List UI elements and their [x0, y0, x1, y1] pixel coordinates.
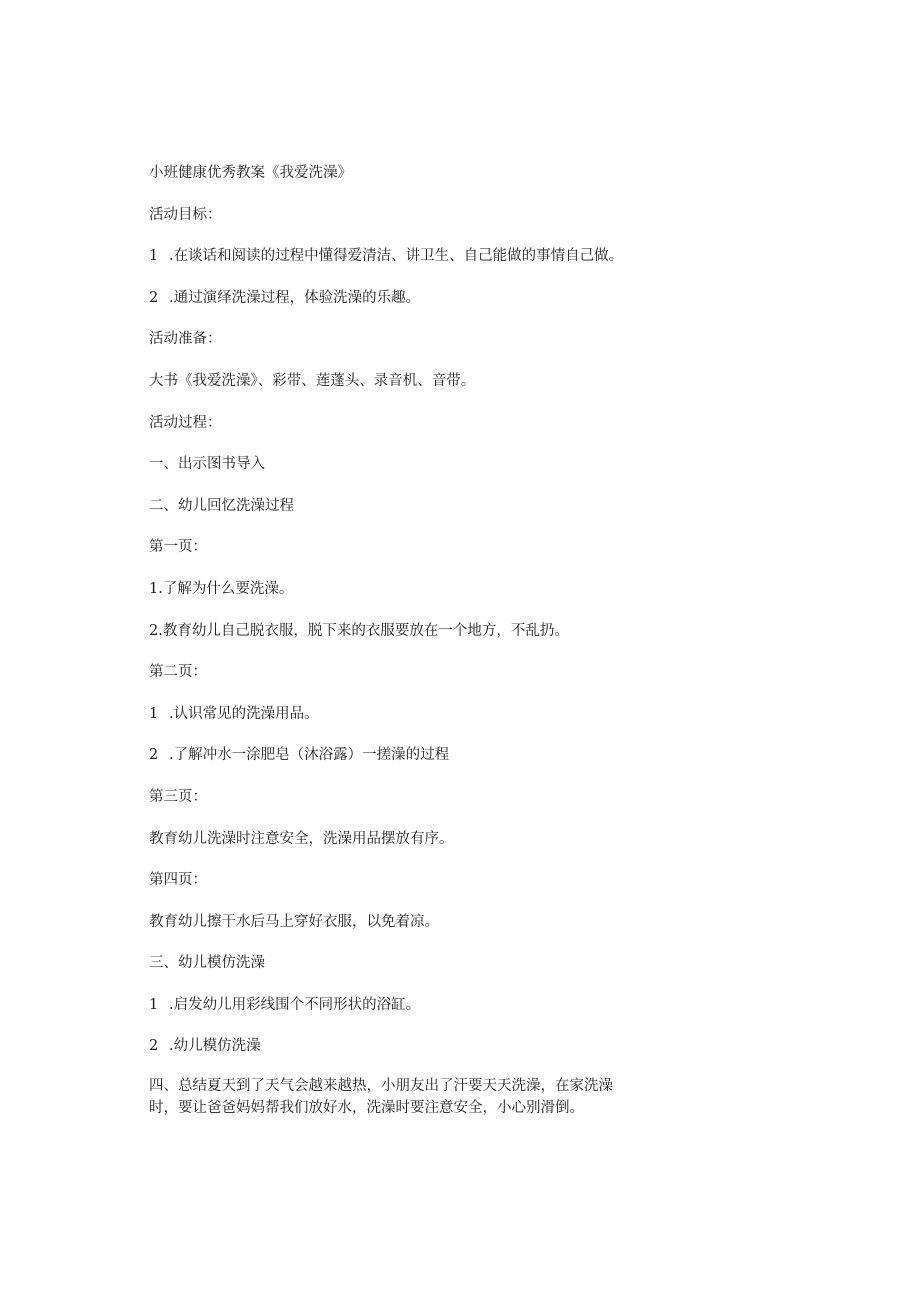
page-2-item-2-number: 2 [149, 747, 159, 764]
process-heading: 活动过程： [149, 414, 222, 431]
goals-heading: 活动目标： [149, 206, 222, 223]
page-2-item-1 [149, 701, 669, 727]
page-3-heading: 第三页： [149, 788, 207, 805]
page-1-item-2: 2.教育幼儿自己脱衣服，脱下来的衣服要放在一个地方，不乱扔。 [149, 622, 569, 639]
step-3-item-2-text: .幼儿模仿洗澡 [169, 1038, 261, 1055]
goal-item-2 [149, 285, 669, 311]
goal-item-2-number: 2 [149, 289, 159, 306]
page-4-heading: 第四页： [149, 872, 207, 889]
page-3-text: 教育幼儿洗澡时注意安全，洗澡用品摆放有序。 [149, 830, 454, 847]
step-4-line-2: 时，要让爸爸妈妈帮我们放好水，洗澡时要注意安全，小心别滑倒。 [149, 1100, 584, 1117]
step-3-item-2-number: 2 [149, 1038, 159, 1055]
step-3-item-2 [149, 1033, 669, 1059]
page-4-text: 教育幼儿擦干水后马上穿好衣服，以免着凉。 [149, 913, 439, 930]
step-2: 二、幼儿回忆洗澡过程 [149, 497, 294, 514]
goal-item-1-text: .在谈话和阅读的过程中懂得爱清洁、讲卫生、自己能做的事情自己做。 [169, 248, 624, 265]
step-4-summary [149, 1075, 659, 1119]
page-2-item-2-text: .了解冲水一涂肥皂（沐浴露）一搓澡的过程 [169, 747, 450, 764]
page-2-heading: 第二页： [149, 664, 207, 681]
document-body [149, 160, 669, 1119]
step-3-item-1-number: 1 [149, 996, 159, 1013]
page-1-heading: 第一页： [149, 539, 207, 556]
page-2-item-2 [149, 742, 669, 768]
goal-item-2-text: .通过演绎洗澡过程，体验洗澡的乐趣。 [169, 289, 421, 306]
page-1-item-1: 1.了解为什么要洗澡。 [149, 580, 294, 597]
document-title: 小班健康优秀教案《我爱洗澡》 [149, 165, 352, 181]
step-3-item-1-text: .启发幼儿用彩线围个不同形状的浴缸。 [169, 996, 421, 1013]
prep-heading: 活动准备： [149, 331, 222, 348]
step-4-line-1: 四、总结夏天到了天气会越来越热，小朋友出了汗要天天洗澡，在家洗澡 [149, 1078, 613, 1095]
prep-text: 大书《我爱洗澡》、彩带、莲蓬头、录音机、音带。 [149, 372, 476, 389]
goal-item-1 [149, 243, 669, 269]
page-2-item-1-number: 1 [149, 705, 159, 722]
goal-item-1-number: 1 [149, 248, 159, 265]
step-3: 三、幼儿模仿洗澡 [149, 955, 265, 972]
step-1: 一、出示图书导入 [149, 456, 265, 473]
page-2-item-1-text: .认识常见的洗澡用品。 [169, 705, 319, 722]
step-3-item-1 [149, 992, 669, 1018]
